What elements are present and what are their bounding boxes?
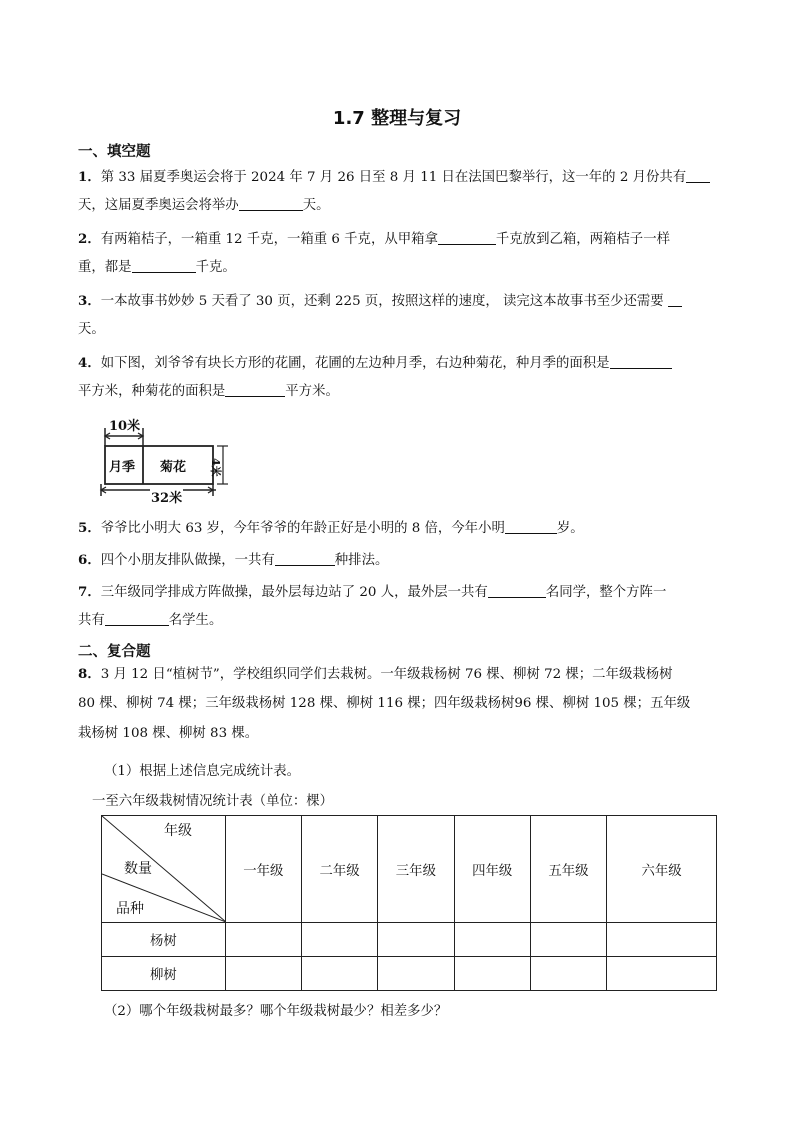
side-dimension-label: 4米 [209, 458, 222, 477]
question-text: 80 棵、柳树 74 棵；三年级栽杨树 128 棵、柳树 116 棵；四年级栽杨树96 棵、柳树 105 棵；五年级 [78, 696, 691, 711]
column-header: 四年级 [454, 816, 530, 923]
answer-blank[interactable] [488, 583, 546, 598]
table-row [102, 923, 717, 957]
table-cell[interactable] [378, 957, 454, 991]
corner-label-quantity: 数量 [124, 861, 152, 877]
question-3-line-2 [78, 320, 728, 340]
question-5 [78, 518, 728, 539]
question-number: 5． [78, 520, 101, 536]
table-cell[interactable] [454, 957, 530, 991]
table-cell[interactable] [225, 923, 301, 957]
row-header: 柳树 [102, 957, 226, 991]
question-2-line-1 [78, 229, 728, 250]
question-text: 如下图，刘爷爷有块长方形的花圃，花圃的左边种月季，右边种菊花，种月季的面积是 [100, 356, 610, 371]
answer-blank[interactable] [505, 519, 557, 534]
sub-question-2: （2）哪个年级栽树最多？哪个年级栽树最少？相差多少？ [104, 1004, 448, 1019]
question-text: 四个小朋友排队做操，一共有 [100, 553, 275, 568]
question-3-line-1 [78, 291, 728, 312]
question-text: 名学生。 [168, 613, 223, 628]
answer-blank[interactable] [105, 611, 169, 626]
answer-blank[interactable] [668, 292, 682, 307]
answer-blank[interactable] [225, 382, 285, 397]
column-header: 三年级 [378, 816, 454, 923]
question-text: 一本故事书妙妙 5 天看了 30 页，还剩 225 页，按照这样的速度， 读完这本故事书至少还需要 [100, 294, 664, 309]
table-cell[interactable] [530, 923, 606, 957]
question-text: 千克。 [195, 260, 236, 275]
question-number: 8． [78, 666, 101, 682]
page-title: 1.7 整理与复习 [332, 108, 462, 129]
question-text: 三年级同学排成方阵做操，最外层每边站了 20 人，最外层一共有 [100, 585, 488, 600]
question-7-line-2 [78, 611, 728, 631]
chrysanthemum-area-label: 菊花 [160, 460, 187, 475]
question-number: 6． [78, 552, 101, 568]
question-number: 7． [78, 584, 101, 600]
question-text: 平方米，种菊花的面积是 [78, 384, 226, 399]
answer-blank[interactable] [239, 196, 303, 211]
question-text: 岁。 [556, 521, 584, 536]
question-text: 天，这届夏季奥运会将举办 [78, 198, 239, 213]
table-row [102, 957, 717, 991]
question-text: 第 33 届夏季奥运会将于 2024 年 7 月 26 日至 8 月 11 日在法国巴黎举行，这一年的 2 月份共有 [100, 170, 687, 185]
column-header: 二年级 [301, 816, 377, 923]
question-4-line-1 [78, 353, 728, 374]
table-header-row [102, 816, 717, 923]
tree-statistics-table [101, 815, 717, 991]
garden-diagram [96, 418, 236, 504]
section-compound: 二、复合题 [78, 644, 151, 660]
table-corner-cell [102, 816, 226, 923]
column-header: 一年级 [225, 816, 301, 923]
corner-label-grade: 年级 [164, 823, 192, 839]
question-2-line-2 [78, 258, 728, 278]
question-text: 天。 [78, 322, 105, 337]
table-caption: 一至六年级栽树情况统计表（单位：棵） [92, 794, 334, 809]
question-number: 3． [78, 293, 101, 309]
sub-question-1: （1）根据上述信息完成统计表。 [104, 764, 300, 779]
question-number: 4． [78, 355, 101, 371]
question-text: 栽杨树 108 棵、柳树 83 棵。 [78, 726, 259, 741]
answer-blank[interactable] [132, 258, 196, 273]
table-cell[interactable] [301, 957, 377, 991]
question-1-line-1 [78, 167, 728, 188]
question-number: 2． [78, 231, 101, 247]
top-dimension-label: 10米 [109, 419, 141, 434]
table-cell[interactable] [378, 923, 454, 957]
question-8-line-1 [78, 664, 728, 685]
column-header: 六年级 [607, 816, 717, 923]
answer-blank[interactable] [686, 168, 710, 183]
question-1-line-2 [78, 196, 728, 216]
row-header: 杨树 [102, 923, 226, 957]
table-cell[interactable] [225, 957, 301, 991]
table-cell[interactable] [301, 923, 377, 957]
table-cell[interactable] [607, 923, 717, 957]
question-6 [78, 550, 728, 571]
bottom-dimension-label: 32米 [150, 487, 183, 506]
question-number: 1． [78, 169, 101, 185]
question-text: 千克放到乙箱，两箱桔子一样 [495, 232, 670, 247]
rose-area-label: 月季 [109, 460, 136, 475]
question-4-line-2 [78, 382, 728, 402]
question-text: 名同学，整个方阵一 [545, 585, 667, 600]
question-7-line-1 [78, 582, 728, 603]
question-text: 天。 [302, 198, 330, 213]
question-text: 共有 [78, 613, 105, 628]
answer-blank[interactable] [610, 354, 672, 369]
question-8-line-2 [78, 694, 728, 714]
corner-label-species: 品种 [116, 901, 144, 917]
column-header: 五年级 [530, 816, 606, 923]
question-text: 平方米。 [285, 384, 339, 399]
section-fill-in: 一、填空题 [78, 144, 151, 160]
question-8-line-3 [78, 724, 728, 744]
answer-blank[interactable] [438, 230, 496, 245]
question-text: 重，都是 [78, 260, 132, 275]
question-text: 种排法。 [334, 553, 389, 568]
question-text: 爷爷比小明大 63 岁，今年爷爷的年龄正好是小明的 8 倍，今年小明 [100, 521, 505, 536]
table-cell[interactable] [454, 923, 530, 957]
question-text: 3 月 12 日“植树节”，学校组织同学们去栽树。一年级栽杨树 76 棵、柳树 72 棵；二年级栽杨树 [100, 667, 673, 682]
question-text: 有两箱桔子，一箱重 12 千克，一箱重 6 千克，从甲箱拿 [100, 232, 438, 247]
answer-blank[interactable] [275, 551, 335, 566]
table-cell[interactable] [530, 957, 606, 991]
table-cell[interactable] [607, 957, 717, 991]
